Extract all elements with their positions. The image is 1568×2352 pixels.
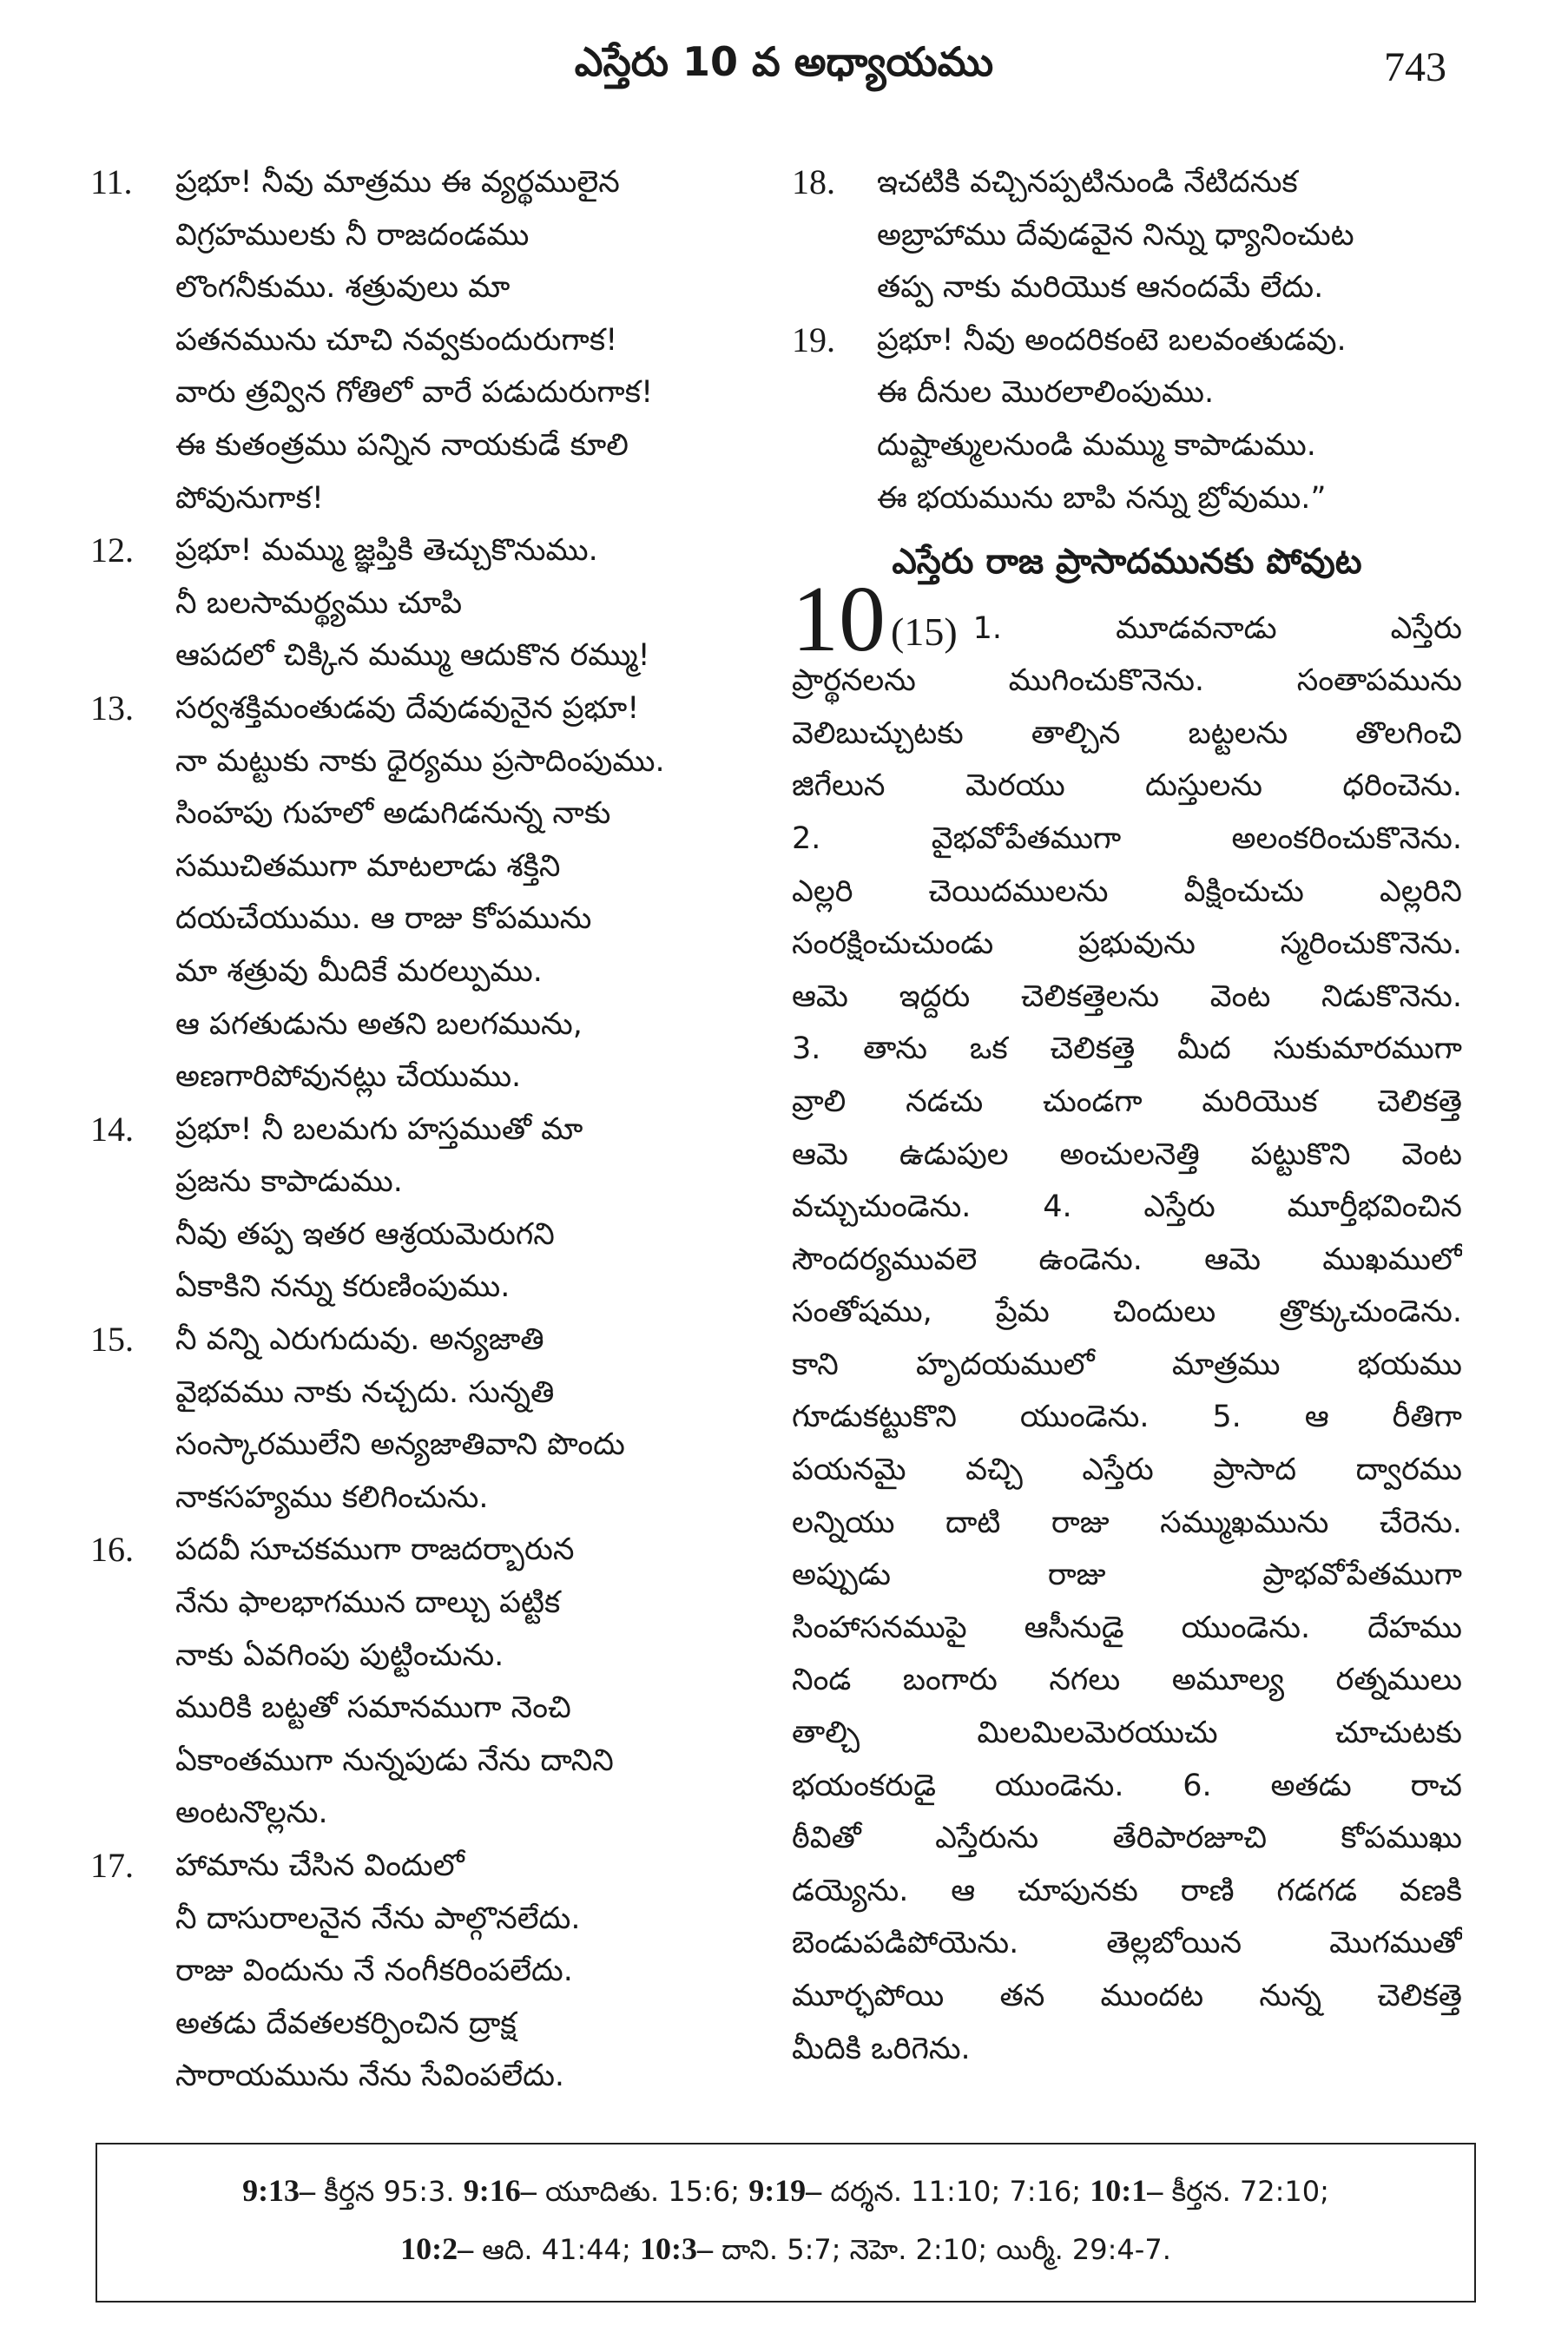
verse-line: ఇచటికి వచ్చినప్పటినుండి నేటిదనుక bbox=[877, 165, 1298, 200]
verse-line: అంటనొల్లను. bbox=[175, 1795, 328, 1831]
body-line: గూడుకట్టుకొని యుండెను. 5. ఆ రీతిగా bbox=[792, 1400, 1462, 1435]
verse-line: నీవు తప్ప ఇతర ఆశ్రయమెరుగని bbox=[175, 1216, 555, 1252]
body-line: భయంకరుడై యుండెను. 6. అతడు రాచ bbox=[792, 1768, 1462, 1803]
verse-line: పోవునుగాక! bbox=[175, 480, 324, 516]
verse-line: ప్రభూ! నీ బలమగు హస్తముతో మా bbox=[175, 1111, 583, 1147]
body-line: 3. తాను ఒక చెలికత్తె మీద సుకుమారముగా bbox=[792, 1031, 1462, 1067]
body-line: 2. వైభవోపేతముగా అలంకరించుకొనెను. bbox=[792, 820, 1462, 856]
verse-line: పదవీ సూచకముగా రాజదర్బారున bbox=[175, 1532, 575, 1568]
verse-line: వారు త్రవ్విన గోతిలో వారే పడుదురుగాక! bbox=[175, 375, 654, 411]
verse-number: 13. bbox=[90, 688, 134, 728]
body-line: కాని హృదయములో మాత్రము భయము bbox=[792, 1347, 1462, 1382]
verse-line: నాకు ఏవగింపు పుట్టించును. bbox=[175, 1637, 504, 1673]
verse-number: 12. bbox=[90, 530, 134, 570]
cross-reference-verse: 9:16– bbox=[463, 2173, 537, 2208]
chapter-alt-number: (15) bbox=[891, 609, 958, 655]
body-line: సింహాసనముపై ఆసీనుడై యుండెను. దేహము bbox=[792, 1610, 1462, 1645]
verse-line: లొంగనీకుము. శత్రువులు మా bbox=[175, 270, 511, 306]
cross-reference-verse: 10:2– bbox=[400, 2231, 474, 2266]
cross-reference-box bbox=[96, 2143, 1476, 2303]
verse-line: నా మట్టుకు నాకు ధైర్యము ప్రసాదింపుము. bbox=[175, 743, 665, 779]
cross-reference-text: ఆది. 41:44; bbox=[473, 2233, 640, 2266]
verse-line: సారాయమును నేను సేవింపలేదు. bbox=[175, 2059, 565, 2094]
right-column bbox=[792, 156, 1462, 2075]
verse bbox=[90, 1104, 761, 1314]
verse-line: సంస్కారములేని అన్యజాతివాని పొందు bbox=[175, 1427, 625, 1463]
verse-line: మా శత్రువు మీదికే మరల్పుము. bbox=[175, 953, 543, 989]
body-line: సంతోషము, ప్రేమ చిందులు త్రొక్కుచుండెను. bbox=[792, 1295, 1462, 1330]
body-line: ఆమె ఇద్దరు చెలికత్తెలను వెంట నిడుకొనెను. bbox=[792, 978, 1462, 1014]
verse-line: ఈ కుతంత్రము పన్నిన నాయకుడే కూలి bbox=[175, 427, 629, 463]
body-line: ప్రార్థనలను ముగించుకొనెను. సంతాపమును bbox=[792, 663, 1462, 699]
chapter-body bbox=[792, 655, 1462, 2075]
verse-line: ఆ పగతుడును అతని బలగమును, bbox=[175, 1006, 583, 1042]
body-line: వచ్చుచుండెను. 4. ఎస్తేరు మూర్తీభవించిన bbox=[792, 1189, 1462, 1225]
verse-number: 17. bbox=[90, 1846, 134, 1885]
verse-line: సముచితముగా మాటలాడు శక్తిని bbox=[175, 848, 561, 884]
verse-line: నీ దాసురాలనైన నేను పాల్గొనలేదు. bbox=[175, 1901, 581, 1936]
verse bbox=[90, 156, 761, 524]
cross-reference-text: కీర్తన 95:3. bbox=[315, 2175, 464, 2208]
verse-line: ప్రభూ! నీవు మాత్రము ఈ వ్యర్థములైన bbox=[175, 165, 620, 200]
verse-line: అతడు దేవతలకర్పించిన ద్రాక్ష bbox=[175, 2006, 517, 2041]
verse-line: రాజు విందును నే నంగీకరింపలేదు. bbox=[175, 1953, 573, 1989]
verse-line: పతనమును చూచి నవ్వకుందురుగాక! bbox=[175, 322, 618, 358]
cross-reference-verse: 10:1– bbox=[1090, 2173, 1163, 2208]
body-line: నిండ బంగారు నగలు అమూల్య రత్నములు bbox=[792, 1663, 1462, 1698]
verse-number: 15. bbox=[90, 1320, 134, 1360]
verse-line: నీ వన్ని ఎరుగుదువు. అన్యజాతి bbox=[175, 1322, 544, 1358]
verse-line: ఏకాకిని నన్ను కరుణింపుము. bbox=[175, 1269, 511, 1305]
chapter-first-line: 1. మూడవనాడు ఎస్తేరు bbox=[972, 611, 1462, 647]
verse-line: అబ్రాహాము దేవుడవైన నిన్ను ధ్యానించుట bbox=[877, 217, 1354, 253]
cross-reference-verse: 10:3– bbox=[639, 2231, 713, 2266]
verse bbox=[90, 1314, 761, 1524]
cross-reference-text: దర్శన. 11:10; 7:16; bbox=[821, 2175, 1090, 2208]
chapter-start bbox=[792, 568, 1462, 672]
cross-reference-verse: 9:13– bbox=[242, 2173, 316, 2208]
verse-line: ప్రభూ! మమ్ము జ్ఞప్తికి తెచ్చుకొనుము. bbox=[175, 533, 598, 569]
body-line: బెండుపడిపోయెను. తెల్లబోయిన మొగముతో bbox=[792, 1926, 1462, 1961]
verse-line: హామాను చేసిన విందులో bbox=[175, 1848, 464, 1883]
body-line: సౌందర్యమువలె ఉండెను. ఆమె ముఖములో bbox=[792, 1242, 1462, 1277]
cross-reference-text: కీర్తన. 72:10; bbox=[1163, 2175, 1329, 2208]
right-verses bbox=[792, 156, 1462, 524]
verse-line: నాకసహ్యము కలిగించును. bbox=[175, 1479, 489, 1515]
verse-number: 11. bbox=[90, 162, 133, 201]
section-heading: ఎస్తేరు రాజ ప్రాసాదమునకు పోవుట bbox=[892, 542, 1362, 583]
verse-line: నీ బలసామర్థ్యము చూపి bbox=[175, 585, 463, 621]
verse-line: మురికి బట్టతో సమానముగా నెంచి bbox=[175, 1690, 571, 1726]
verse bbox=[792, 314, 1462, 524]
body-line: అప్పుడు రాజు ప్రాభవోపేతముగా bbox=[792, 1558, 1462, 1593]
body-line: జిగేలున మెరయు దుస్తులను ధరించెను. bbox=[792, 768, 1462, 804]
verse-line: వైభవము నాకు నచ్చదు. సున్నతి bbox=[175, 1374, 555, 1410]
verse-number: 18. bbox=[792, 162, 835, 201]
body-line: వ్రాలి నడచు చుండగా మరియొక చెలికత్తె bbox=[792, 1084, 1462, 1119]
verse bbox=[90, 524, 761, 682]
page-number: 743 bbox=[1384, 44, 1446, 90]
body-line: ఎల్లరి చెయిదములను వీక్షించుచు ఎల్లరిని bbox=[792, 873, 1462, 909]
body-line: సంరక్షించుచుండు ప్రభువును స్మరించుకొనెను. bbox=[792, 926, 1462, 962]
body-line: వెలిబుచ్చుటకు తాల్చిన బట్టలను తొలగించి bbox=[792, 715, 1462, 751]
cross-reference-line bbox=[97, 2162, 1474, 2220]
left-column bbox=[90, 156, 761, 2103]
body-line: ఠీవితో ఎస్తేరును తేరిపారజూచి కోపముఖు bbox=[792, 1821, 1462, 1856]
body-line: ఆమె ఉడుపుల అంచులనెత్తి పట్టుకొని వెంట bbox=[792, 1136, 1462, 1172]
verse bbox=[90, 1524, 761, 1840]
cross-reference-line bbox=[97, 2220, 1474, 2278]
verse bbox=[90, 682, 761, 1104]
verse-line: దుష్టాత్ములనుండి మమ్ము కాపాడుము. bbox=[877, 427, 1316, 463]
cross-reference-text: దాని. 5:7; నెహె. 2:10; యిర్మీ. 29:4-7. bbox=[712, 2233, 1171, 2266]
cross-reference-verse: 9:19– bbox=[748, 2173, 822, 2208]
body-line: డయ్యెను. ఆ చూపునకు రాణి గడగడ వణకి bbox=[792, 1873, 1462, 1908]
verse-line: ఆపదలో చిక్కిన మమ్ము ఆదుకొన రమ్ము! bbox=[175, 638, 650, 674]
cross-reference-text: యూదితు. 15:6; bbox=[536, 2175, 749, 2208]
running-header-title: ఎస్తేరు 10 వ అధ్యాయము bbox=[574, 38, 994, 85]
verse-line: విగ్రహములకు నీ రాజదండము bbox=[175, 217, 530, 253]
verse-line: నేను ఫాలభాగమున దాల్చు పట్టిక bbox=[175, 1585, 561, 1621]
verse-line: అణగారిపోవునట్లు చేయుము. bbox=[175, 1059, 522, 1095]
body-line: పయనమై వచ్చి ఎస్తేరు ప్రాసాద ద్వారము bbox=[792, 1453, 1462, 1488]
verse-number: 14. bbox=[90, 1109, 134, 1149]
body-line: తాల్చి మిలమిలమెరయుచు చూచుటకు bbox=[792, 1716, 1462, 1751]
verse-line: దయచేయుము. ఆ రాజు కోపమును bbox=[175, 901, 592, 937]
verse-number: 16. bbox=[90, 1530, 134, 1570]
verse bbox=[90, 1840, 761, 2103]
verse-line: సింహపు గుహలో అడుగిడనున్న నాకు bbox=[175, 796, 611, 832]
verse-line: ప్రజను కాపాడుము. bbox=[175, 1164, 403, 1200]
verse-line: ఈ దీనుల మొరలాలింపుము. bbox=[877, 375, 1215, 411]
verse-line: ప్రభూ! నీవు అందరికంటె బలవంతుడవు. bbox=[877, 322, 1347, 358]
verse-line: సర్వశక్తిమంతుడవు దేవుడవునైన ప్రభూ! bbox=[175, 690, 640, 726]
verse-line: ఏకాంతముగా నున్నపుడు నేను దానిని bbox=[175, 1743, 614, 1778]
body-line: లన్నియు దాటి రాజు సమ్ముఖమును చేరెను. bbox=[792, 1505, 1462, 1540]
chapter-number: 10 bbox=[792, 568, 886, 672]
body-line: మీదికి ఒరిగెను. bbox=[792, 2031, 971, 2066]
verse bbox=[792, 156, 1462, 314]
verse-number: 19. bbox=[792, 320, 835, 359]
body-line: మూర్ఛపోయి తన ముందట నున్న చెలికత్తె bbox=[792, 1979, 1462, 2013]
verse-line: ఈ భయమును బాపి నన్ను బ్రోవుము.” bbox=[877, 480, 1327, 516]
verse-line: తప్ప నాకు మరియొక ఆనందమే లేదు. bbox=[877, 270, 1324, 306]
